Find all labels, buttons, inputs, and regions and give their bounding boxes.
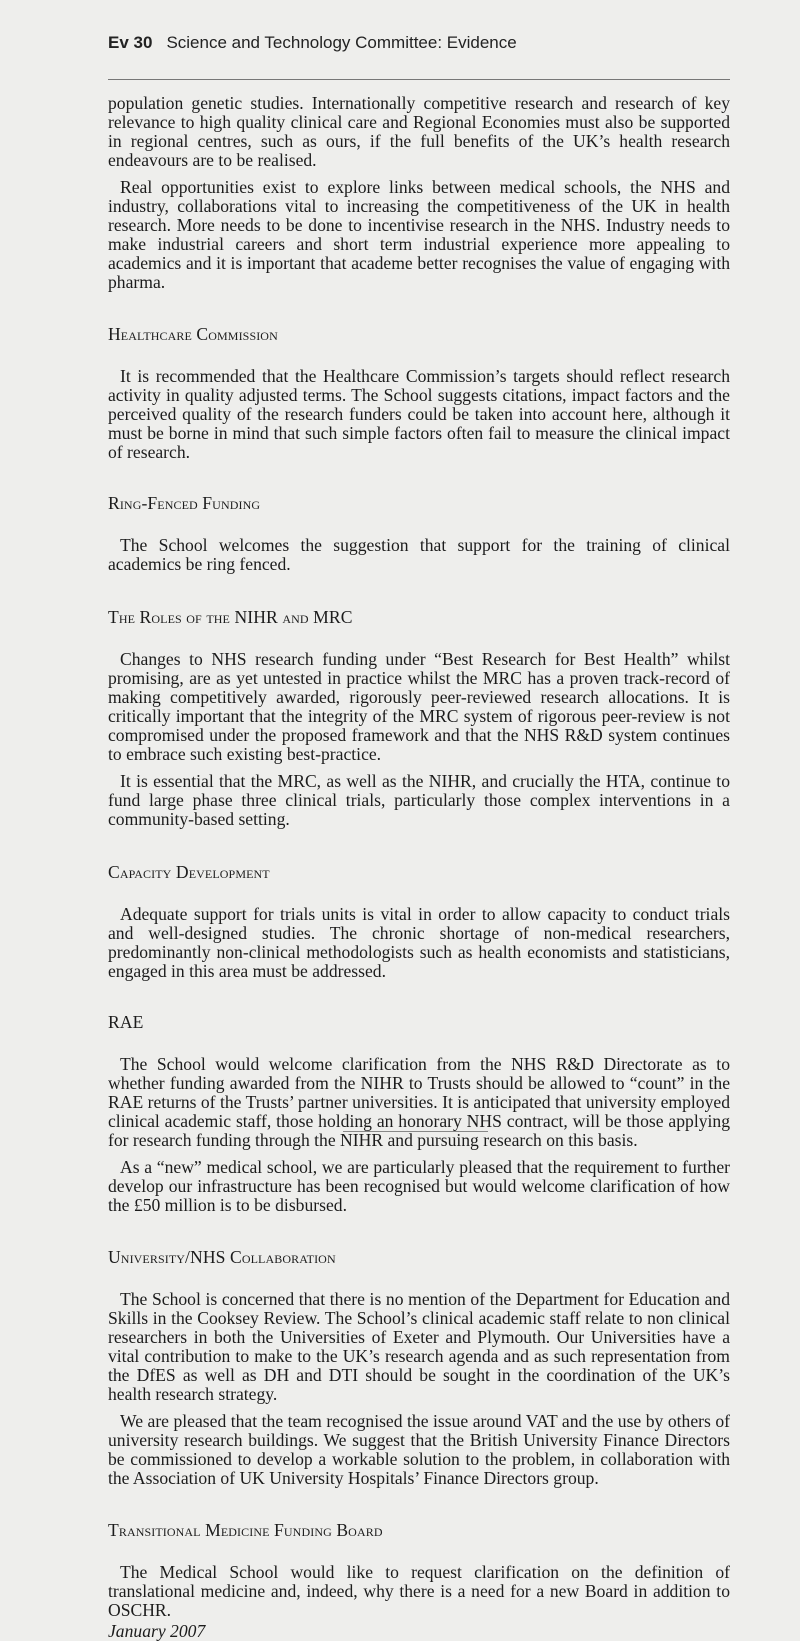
paragraph: The School would welcome clarification from the NHS R&D Directorate as to whether funding awarded from the NIHR to Trusts should be allowed to “count” in the RAE returns of the Trusts’ partner universities. It is anticipated that university employed clinical academic staff, those holding an honorary NHS contract, will be those applying for research funding through the NIHR and pursuing research on this basis. bbox=[108, 1054, 730, 1150]
paragraph: It is recommended that the Healthcare Commission’s targets should reflect research activity in quality adjusted terms. The School suggests citations, impact factors and the perceived quality of the research funders could be taken into account here, although it must be borne in mind that such simple factors often fail to measure the clinical impact of research. bbox=[108, 366, 730, 462]
paragraph: The School welcomes the suggestion that support for the training of clinical academics be ring fenced. bbox=[108, 535, 730, 574]
publication-title: Science and Technology Committee: Evidence bbox=[166, 33, 517, 52]
section-heading: Transitional Medicine Funding Board bbox=[108, 1520, 383, 1540]
section-heading: RAE bbox=[108, 1012, 144, 1032]
paragraph: The School is concerned that there is no mention of the Department for Education and Skills in the Cooksey Review. The School’s clinical academic staff relate to non clinical researchers in both the Universities of Exeter and Plymouth. Our Universities have a vital contribution to make to the UK’s research agenda and as such representation from the DfES as well as DH and DTI should be sought in the coordination of the UK’s health research strategy. bbox=[108, 1289, 730, 1404]
paragraph: The Medical School would like to request clarification on the definition of translational medicine and, indeed, why there is a need for a new Board in addition to OSCHR. bbox=[108, 1562, 730, 1620]
section-heading: Healthcare Commission bbox=[108, 324, 278, 344]
paragraph: Adequate support for trials units is vital in order to allow capacity to conduct trials and well-designed studies. The chronic shortage of non-medical researchers, predominantly non-clinical methodologists such as health economists and statisticians, engaged in this area must be addressed. bbox=[108, 904, 730, 981]
paragraph: We are pleased that the team recognised the issue around VAT and the use by others of university research buildings. We suggest that the British University Finance Directors be commissioned to develop a workable solution to the problem, in collaboration with the Association of UK University Hospitals’ Finance Directors group. bbox=[108, 1411, 730, 1488]
document-body bbox=[108, 94, 730, 1641]
paragraph: population genetic studies. Internationally competitive research and research of key relevance to high quality clinical care and Regional Economies must also be supported in regional centres, such as ours, if the full benefits of the UK’s health research endeavours are to be realised. bbox=[108, 93, 730, 170]
paragraph: As a “new” medical school, we are particularly pleased that the requirement to further develop our infrastructure has been recognised but would welcome clarification of how the £50 million is to be disbursed. bbox=[108, 1157, 730, 1215]
running-header bbox=[108, 33, 517, 53]
date-signoff: January 2007 bbox=[108, 1621, 206, 1641]
footer-rule bbox=[343, 1131, 488, 1132]
paragraph: Real opportunities exist to explore links between medical schools, the NHS and industry, collaborations vital to increasing the competitiveness of the UK in health research. More needs to be done to incentivise research in the NHS. Industry needs to make industrial careers and short term industrial experience more appealing to academics and it is important that academe better recognises the value of engaging with pharma. bbox=[108, 177, 730, 292]
section-heading: University/NHS Collaboration bbox=[108, 1247, 336, 1267]
paragraph: It is essential that the MRC, as well as the NIHR, and crucially the HTA, continue to fund large phase three clinical trials, particularly those complex interventions in a community-based setting. bbox=[108, 771, 730, 829]
paragraph: Changes to NHS research funding under “Best Research for Best Health” whilst promising, are as yet untested in practice whilst the MRC has a proven track-record of making competitively awarded, rigorously peer-reviewed research allocations. It is critically important that the integrity of the MRC system of rigorous peer-review is not compromised under the proposed framework and that the NHS R&D system continues to embrace such existing best-practice. bbox=[108, 649, 730, 764]
header-rule bbox=[108, 79, 730, 80]
section-heading: The Roles of the NIHR and MRC bbox=[108, 607, 353, 627]
page-number: Ev 30 bbox=[108, 33, 153, 52]
section-heading: Capacity Development bbox=[108, 862, 270, 882]
section-heading: Ring-Fenced Funding bbox=[108, 493, 261, 513]
